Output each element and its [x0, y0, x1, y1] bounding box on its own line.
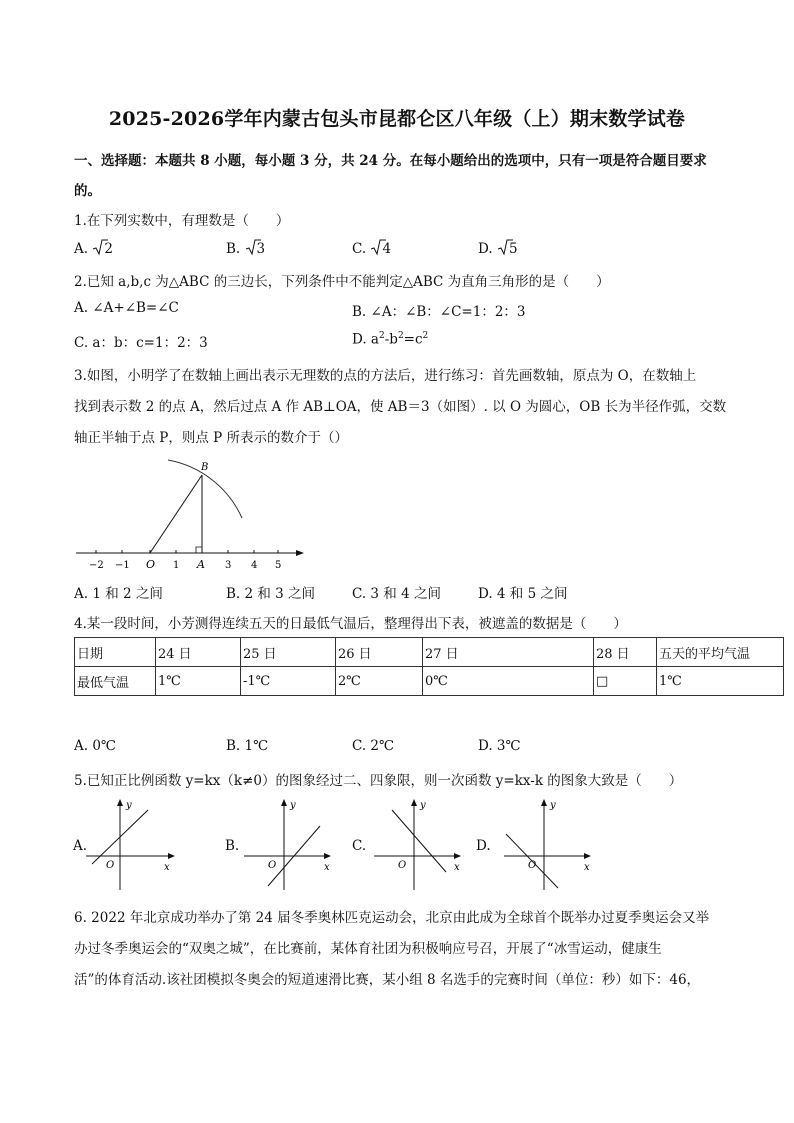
q5-graph-d: [500, 796, 596, 892]
q3-stem-line2: 找到表示数 2 的点 A，然后过点 A 作 AB⊥OA，使 AB＝3（如图）. 以 O 为圆心，OB 长为半径作弧，交数: [74, 399, 727, 415]
q1-option-d: D. 5: [478, 238, 518, 257]
svg-text:y: y: [290, 800, 296, 811]
q6-stem-line1: 6. 2022 年北京成功举办了第 24 届冬季奥林匹克运动会，北京由此成为全球首个既举办过夏季奥运会又举: [74, 910, 710, 926]
q5-graph-d-label: D.: [476, 838, 491, 854]
q3-stem-line1: 3.如图，小明学了在数轴上画出表示无理数的点的方法后，进行练习：首先画数轴，原点为 O，在数轴上: [74, 368, 697, 384]
axis-arrow-icon: [117, 799, 123, 806]
q5-graph-c-label: C.: [352, 838, 367, 854]
tick-label: 1: [173, 560, 180, 571]
svg-text:y: y: [550, 800, 556, 811]
q5-stem: 5.已知正比例函数 y=kx（k≠0）的图象经过二、四象限，则一次函数 y=kx-k 的图象大致是（ ）: [74, 773, 683, 789]
table-cell: 26 日: [336, 638, 423, 667]
axis-arrow-icon: [454, 853, 461, 859]
q5-graph-b: [240, 796, 336, 892]
q5-graph-a-label: A.: [73, 838, 88, 854]
point-a-label: A: [197, 558, 205, 571]
axis-arrow-icon: [296, 550, 304, 556]
table-row: [75, 667, 784, 696]
table-cell: 日期: [75, 638, 156, 667]
svg-text:x: x: [454, 862, 460, 873]
tick-label: 5: [275, 560, 282, 571]
svg-text:x: x: [164, 862, 170, 873]
right-angle-mark: [196, 547, 202, 553]
svg-text:x: x: [324, 862, 330, 873]
point-b-label: B: [201, 462, 209, 473]
table-cell: 0℃: [423, 667, 594, 696]
q3-number-line-figure: [70, 452, 315, 574]
svg-text:O: O: [106, 860, 115, 871]
q3-option-a: A. 1 和 2 之间: [74, 586, 163, 602]
section1-heading-line2: 的。: [74, 183, 101, 199]
table-cell: -1℃: [241, 667, 336, 696]
axis-arrow-icon: [541, 799, 547, 806]
axis-arrow-icon: [411, 799, 417, 806]
page-title: 2025-2026学年内蒙古包头市昆都仑区八年级（上）期末数学试卷: [108, 108, 686, 130]
q3-option-b: B. 2 和 3 之间: [226, 586, 316, 602]
axis-arrow-icon: [168, 853, 175, 859]
q4-option-b: B. 1℃: [226, 738, 269, 754]
axis-arrow-icon: [281, 799, 287, 806]
q5-graph-a: [84, 796, 180, 892]
table-cell: 27 日: [423, 638, 594, 667]
q4-stem: 4.某一段时间，小芳测得连续五天的日最低气温后，整理得出下表，被遮盖的数据是（ ）: [74, 616, 627, 632]
q3-option-d: D. 4 和 5 之间: [478, 586, 568, 602]
axis-arrow-icon: [324, 853, 331, 859]
q3-option-c: C. 3 和 4 之间: [352, 586, 441, 602]
svg-text:y: y: [420, 800, 426, 811]
axis-arrow-icon: [584, 853, 591, 859]
tick-label: −2: [89, 560, 104, 571]
table-cell: 五天的平均气温: [657, 638, 784, 667]
q1-option-c: C. 4: [352, 238, 391, 257]
q4-option-d: D. 3℃: [478, 738, 521, 754]
q2-stem: 2.已知 a,b,c 为△ABC 的三边长，下列条件中不能判定△ABC 为直角三角形的是（ ）: [74, 274, 610, 290]
q1-option-b: B. 3: [226, 238, 265, 257]
table-cell: 25 日: [241, 638, 336, 667]
q5-graph-b-label: B.: [225, 838, 240, 854]
svg-text:x: x: [584, 862, 590, 873]
svg-text:O: O: [528, 860, 537, 871]
table-cell: 28 日: [594, 638, 657, 667]
section1-heading-line1: 一、选择题：本题共 8 小题，每小题 3 分，共 24 分。在每小题给出的选项中，只有一项是符合题目要求: [74, 153, 707, 169]
tick-label: 4: [251, 560, 258, 571]
q2-option-d: D. $a^2-b^2=c^2$: [352, 331, 429, 348]
table-row: [75, 638, 784, 667]
q6-stem-line3: 活”的体育活动.该社团模拟冬奥会的短道速滑比赛，某小组 8 名选手的完赛时间（单位：秒）如下：46，: [74, 972, 701, 988]
q2-option-b: B. ∠A：∠B：∠C=1：2：3: [352, 304, 526, 320]
table-cell: 24 日: [156, 638, 241, 667]
q4-option-a: A. 0℃: [74, 738, 117, 754]
table-cell: 1℃: [657, 667, 784, 696]
svg-text:O: O: [268, 860, 277, 871]
svg-text:y: y: [126, 800, 132, 811]
q2-option-c: C. a：b：c=1：2：3: [74, 335, 208, 351]
tick-label: −1: [115, 560, 130, 571]
q4-option-c: C. 2℃: [352, 738, 395, 754]
table-cell: □: [594, 667, 657, 696]
tick-label: 3: [225, 560, 232, 571]
point-o-label: O: [146, 558, 156, 571]
q5-graph-c: [370, 796, 466, 892]
table-cell: 2℃: [336, 667, 423, 696]
svg-text:O: O: [398, 860, 407, 871]
table-cell: 1℃: [156, 667, 241, 696]
q6-stem-line2: 办过冬季奥运会的“双奥之城”，在比赛前，某体育社团为积极响应号召，开展了“冰雪运动，健康生: [74, 941, 662, 957]
q4-table: [74, 637, 784, 696]
table-cell: 最低气温: [75, 667, 156, 696]
q3-stem-line3: 轴正半轴于点 P，则点 P 所表示的数介于（）: [74, 430, 349, 446]
q2-option-a: A. ∠A+∠B=∠C: [74, 300, 179, 316]
q1-stem: 1.在下列实数中，有理数是（ ）: [74, 213, 290, 229]
q1-option-a: A. 2: [74, 238, 113, 257]
segment-ob: [150, 475, 202, 553]
